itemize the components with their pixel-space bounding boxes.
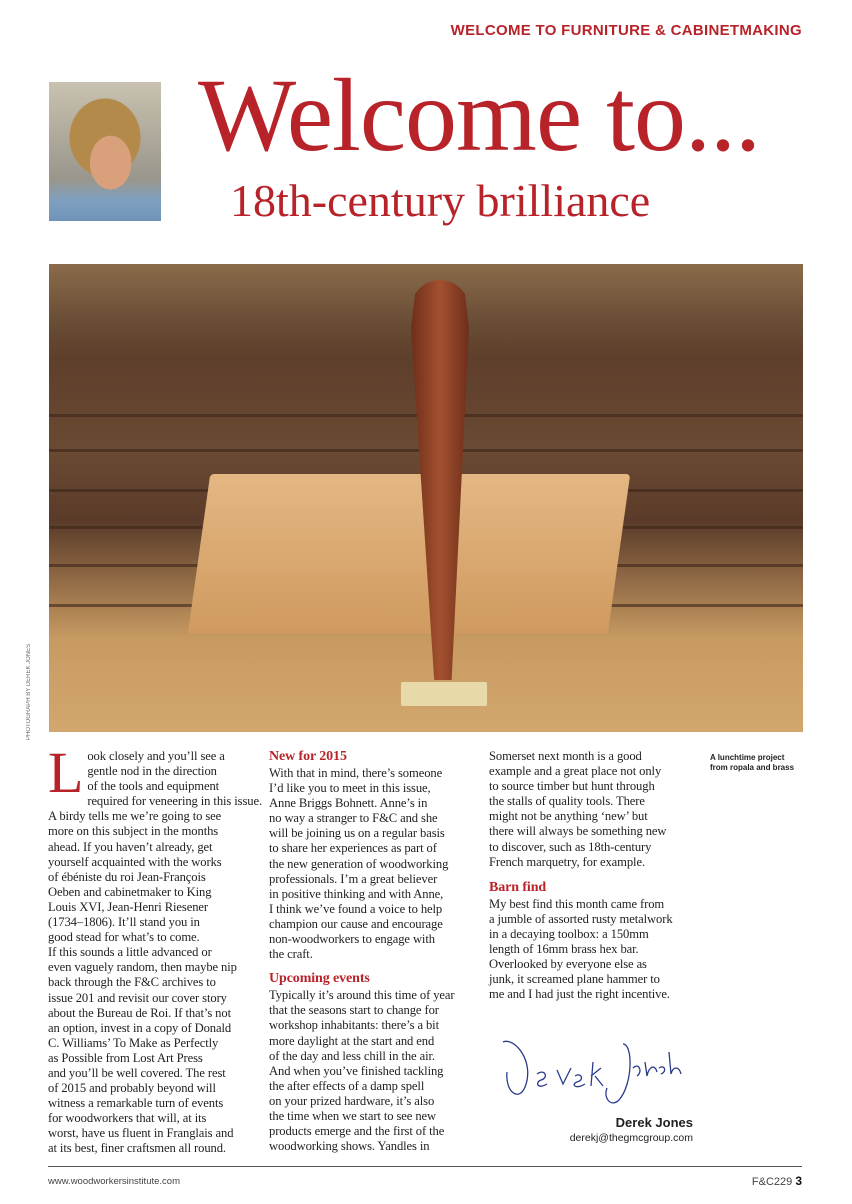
- drop-cap: L: [48, 740, 84, 805]
- heading-new-for-2015: New for 2015: [269, 749, 347, 764]
- body-text: Typically it’s around this time of year that the seasons start to change for workshop inhabitants: there’s a bit more daylight at the start and end of the day and less chill in the air. And when you’ve finished tackling the after effects of a damp spell on your prized hardware, it’s also the time when we start to see new products emerge and the first of the woodworking shows. Yandles in: [269, 988, 455, 1154]
- photo-caption: A lunchtime project from ropala and brass: [710, 753, 795, 772]
- signature-image: [495, 1032, 695, 1112]
- heading-barn-find: Barn find: [489, 879, 547, 895]
- body-text: With that in mind, there’s someone I’d like you to meet in this issue, Anne Briggs Bohnett. Anne’s in no way a stranger to F&C and she will be joining us on a regular basis to share her experiences as part of the new generation of woodworking professionals. I’m a great believer in positive thinking and with Anne, I think we’ve found a voice to help champion our cause and encourage non-woodworkers to engage with the craft.: [269, 766, 449, 962]
- feature-photo: [49, 264, 803, 732]
- brass-head: [401, 682, 487, 706]
- footer-rule: [48, 1166, 802, 1167]
- editor-portrait: [49, 82, 161, 221]
- column-2: [269, 749, 483, 1154]
- page-title: Welcome to...: [198, 58, 760, 173]
- body-text: ook closely and you’ll see a gentle nod in the direction of the tools and equipment required for veneering in this issue. A birdy tells me we’re going to see more on this subject in the months ahead. If you haven’t already, get yourself acquainted with the works of ébéniste du roi Jean-François Oeben and cabinetmaker to King Louis XVI, Jean-Henri Riesener (1734–1806). It’ll stand you in good stead for what’s to come. If this sounds a little advanced or even vaguely random, then maybe nip back through the F&C archives to issue 201 and revisit our cover story about the Bureau de Roi. If that’s not an option, invest in a copy of Donald C. Williams’ To Make as Perfectly as Possible from Lost Art Press and you’ll be well covered. The rest of 2015 and probably beyond will witness a remarkable turn of events for woodworkers that will, at its worst, have us fluent in Franglais and at its best, finer craftsmen all round.: [48, 749, 263, 1156]
- moulding-plane: [188, 474, 630, 634]
- footer-url[interactable]: www.woodworkersinstitute.com: [48, 1176, 180, 1187]
- page-subtitle: 18th-century brilliance: [230, 175, 651, 226]
- issue-number: F&C229: [751, 1176, 793, 1188]
- column-3: [489, 749, 703, 1002]
- photo-credit: PHOTOGRAPH BY DEREK JONES: [26, 643, 32, 740]
- heading-upcoming-events: Upcoming events: [269, 971, 370, 987]
- folio: [752, 1174, 802, 1188]
- author-email[interactable]: derekj@thegmcgroup.com: [569, 1132, 693, 1144]
- page-number: 3: [795, 1174, 802, 1188]
- column-1: [48, 740, 263, 1157]
- body-text: My best find this month came from a jumble of assorted rusty metalwork in a decaying toolbox: a 150mm length of 16mm brass hex bar. Overlooked by everyone else as junk, it screamed plane hammer to me and I had just the right incentive.: [489, 896, 673, 1002]
- body-text: Somerset next month is a good example and a great place not only to source timber but hunt through the stalls of quality tools. There might not be anything ‘new’ but there will always be something new to discover, such as 18th-century French marquetry, for example.: [489, 749, 667, 869]
- author-name: Derek Jones: [615, 1115, 693, 1130]
- section-kicker: WELCOME TO FURNITURE & CABINETMAKING: [450, 22, 802, 39]
